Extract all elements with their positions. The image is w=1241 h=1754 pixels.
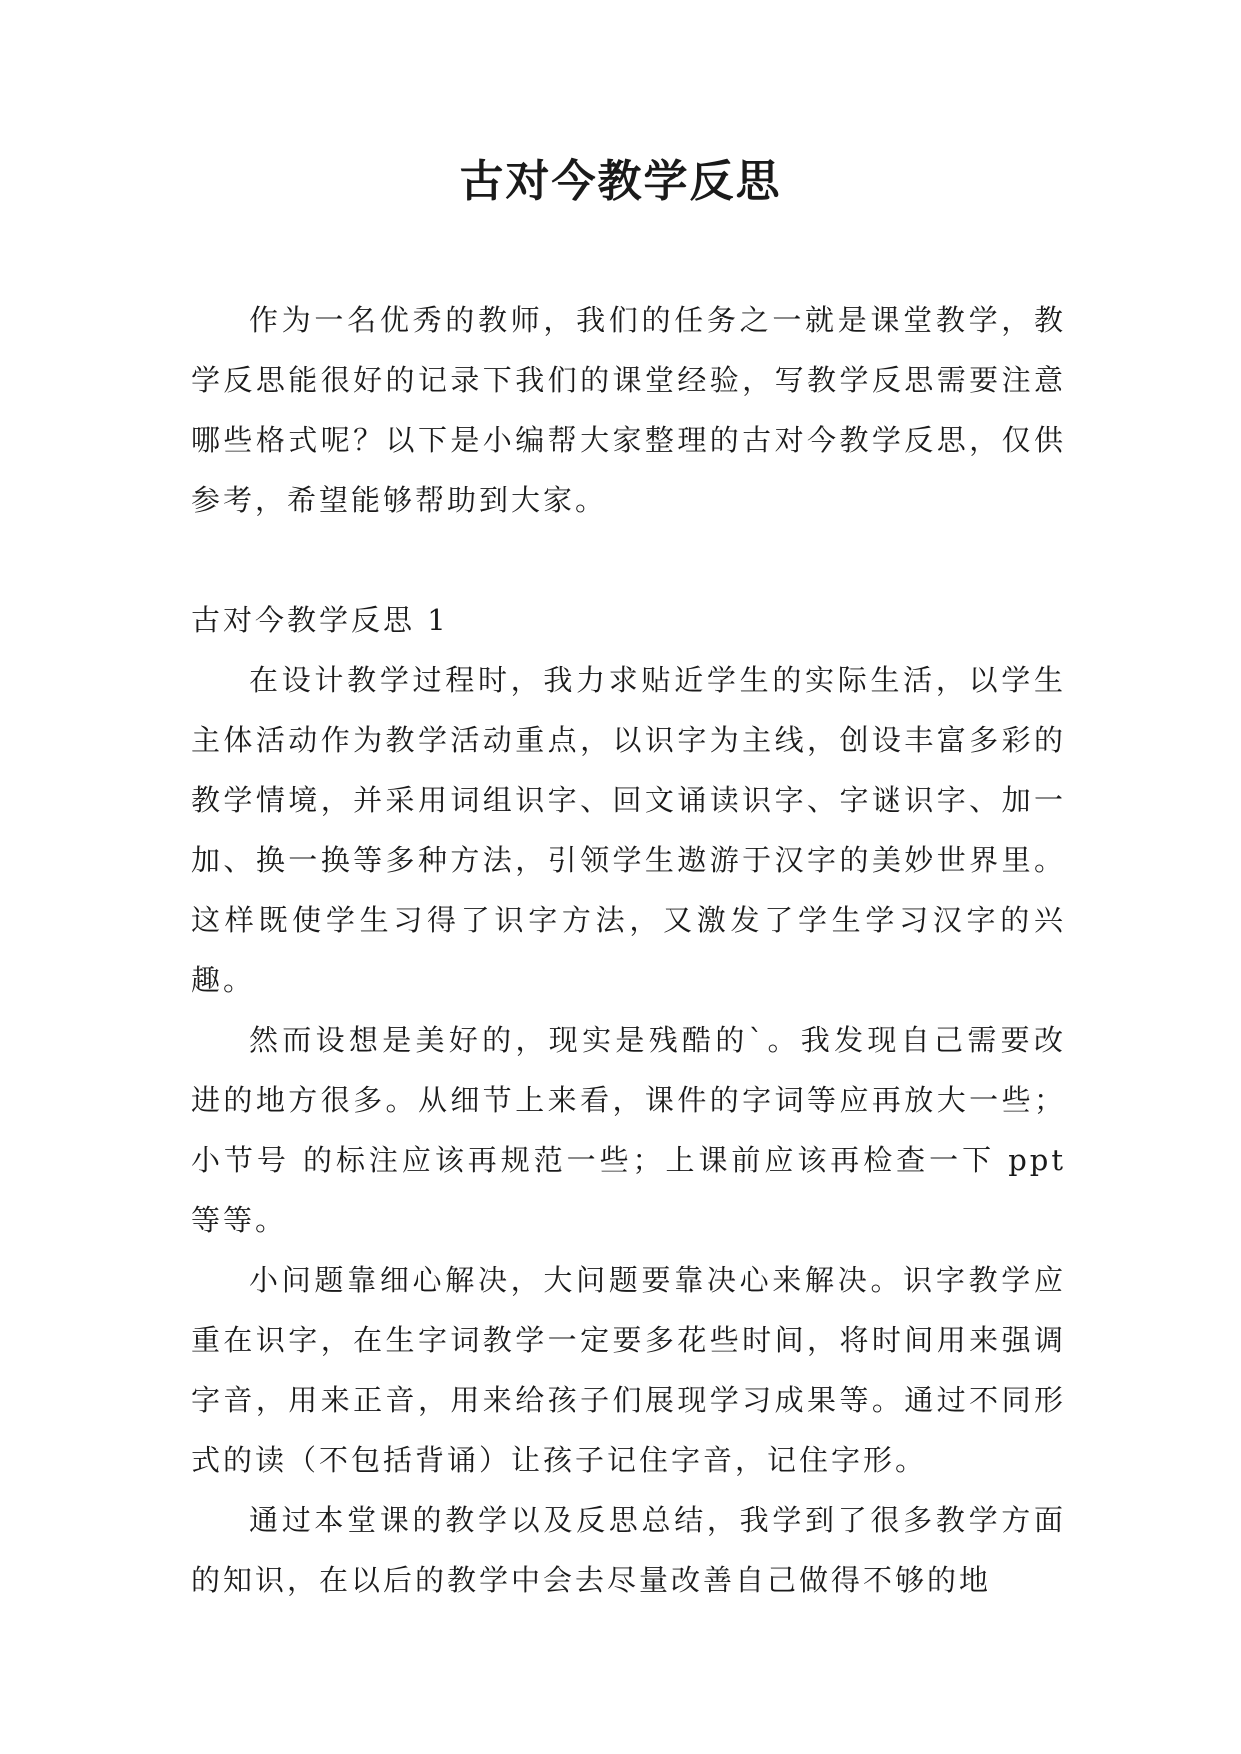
paragraph-spacer [191,530,1066,590]
document-title: 古对今教学反思 [459,156,782,207]
section-heading: 古对今教学反思 1 [191,603,449,637]
body-paragraph: 小问题靠细心解决，大问题要靠决心来解决。识字教学应重在识字，在生字词教学一定要多花些时间，将时间用来强调字音，用来正音，用来给孩子们展现学习成果等。通过不同形式的读（不包括背诵）让孩子记住字音，记住字形。 [191,1263,1066,1477]
body-paragraph: 在设计教学过程时，我力求贴近学生的实际生活，以学生主体活动作为教学活动重点，以识字为主线，创设丰富多彩的教学情境，并采用词组识字、回文诵读识字、字谜识字、加一加、换一换等多种方法，引领学生遨游于汉字的美妙世界里。这样既使学生习得了识字方法，又激发了学生学习汉字的兴趣。 [191,663,1066,997]
body-paragraph: 通过本堂课的教学以及反思总结，我学到了很多教学方面的知识，在以后的教学中会去尽量改善自己做得不够的地 [191,1503,1066,1597]
document-body [191,290,1066,1610]
body-paragraph: 然而设想是美好的，现实是残酷的`。我发现自己需要改进的地方很多。从细节上来看，课件的字词等应再放大一些；小节号 的标注应该再规范一些；上课前应该再检查一下 ppt 等等。 [191,1023,1066,1237]
intro-paragraph: 作为一名优秀的教师，我们的任务之一就是课堂教学，教学反思能很好的记录下我们的课堂经验，写教学反思需要注意哪些格式呢？以下是小编帮大家整理的古对今教学反思，仅供参考，希望能够帮助到大家。 [191,303,1066,517]
